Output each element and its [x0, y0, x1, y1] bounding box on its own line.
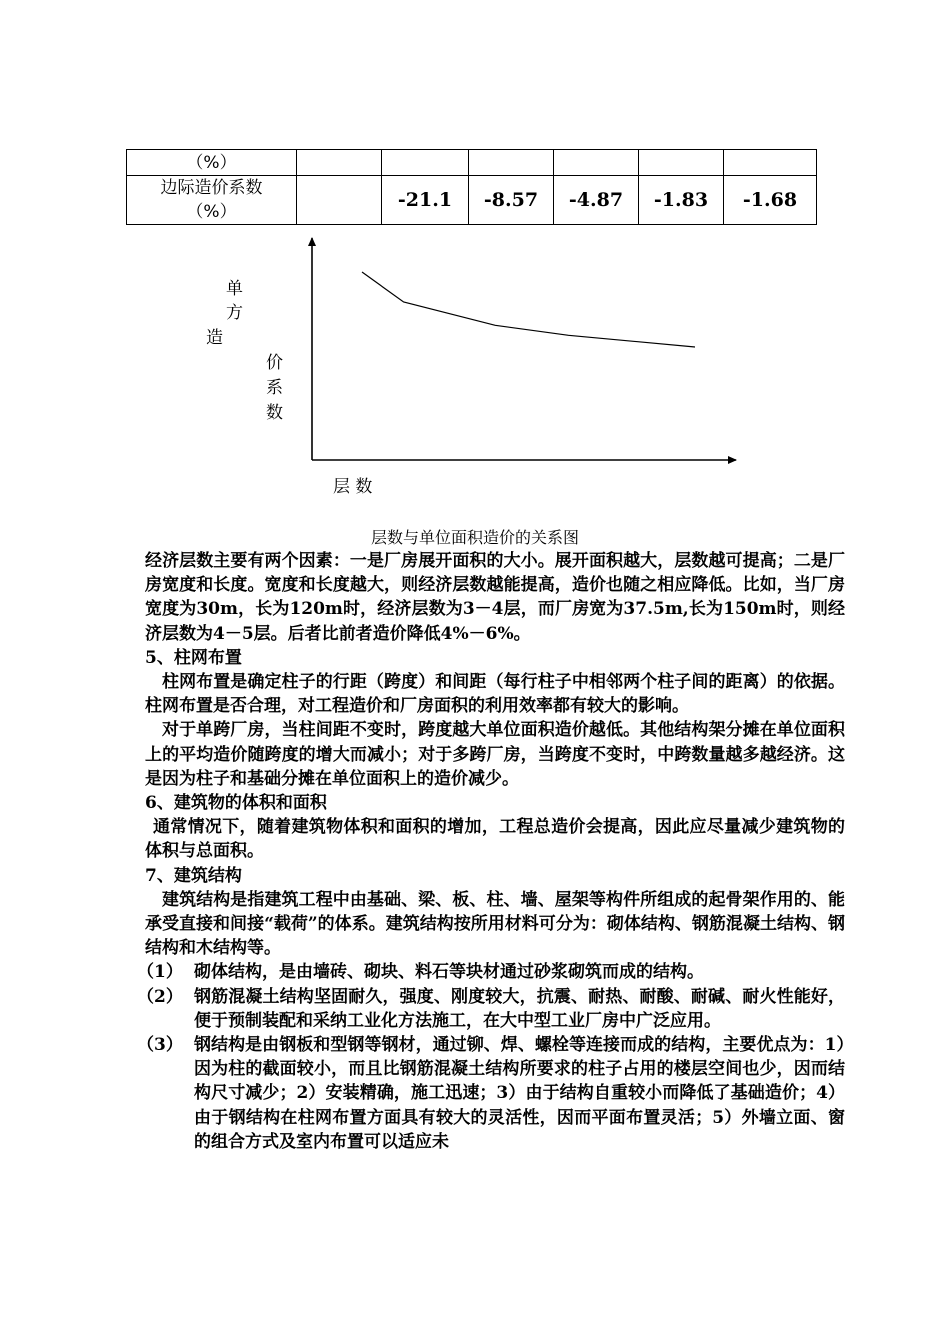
y-label-char: 系: [266, 378, 283, 398]
list-item: [137, 1033, 845, 1154]
section-heading: 7、建筑结构: [145, 865, 242, 886]
x-axis-label: 层 数: [333, 477, 373, 497]
row-label-line2: （%）: [186, 202, 237, 222]
y-label-char: 单: [226, 279, 243, 299]
row-label: （%）: [127, 150, 297, 176]
paragraph: 经济层数主要有两个因素：一是厂房展开面积的大小。展开面积越大，层数越可提高；二是厂房宽度和长度。宽度和长度越大，则经济层数越能提高，造价也随之相应降低。比如，当厂房宽度为30m，长为120m时，经济层数为3－4层，而厂房宽为37.5m,长为150m时，则经济层数为4－5层。后者比前者造价降低4%－6%。: [145, 551, 845, 644]
list-item-number: （1）: [137, 962, 183, 983]
y-label-char: 价: [266, 353, 283, 373]
list-item-content: 砌体结构，是由墙砖、砌块、料石等块材通过砂浆砌筑而成的结构。: [194, 962, 704, 983]
table-cell: -8.57: [469, 176, 554, 225]
paragraph: 对于单跨厂房，当柱间距不变时，跨度越大单位面积造价越低。其他结构架分摊在单位面积上的平均造价随跨度的增大而减小；对于多跨厂房，当跨度不变时，中跨数量越多越经济。这是因为柱子和基础分摊在单位面积上的造价减少。: [145, 720, 845, 789]
table-cell: -1.68: [724, 176, 817, 225]
section-heading: 5、柱网布置: [145, 647, 242, 668]
section-heading: 6、建筑物的体积和面积: [145, 793, 327, 814]
y-label-char: 造: [206, 328, 223, 348]
chart-caption: 层数与单位面积造价的关系图: [370, 528, 579, 547]
table-cell: -1.83: [639, 176, 724, 225]
body-text: [137, 549, 845, 1154]
list-item-number: （2）: [137, 986, 183, 1007]
floors-cost-chart: [0, 0, 950, 520]
paragraph: 柱网布置是确定柱子的行距（跨度）和间距（每行柱子中相邻两个柱子间的距离）的依据。柱网布置是否合理，对工程造价和厂房面积的利用效率都有较大的影响。: [145, 672, 845, 717]
list-item: [137, 960, 845, 984]
list-item-number: （3）: [137, 1035, 183, 1056]
paragraph: 建筑结构是指建筑工程中由基础、梁、板、柱、墙、屋架等构件所组成的起骨架作用的、能承受直接和间接“载荷”的体系。建筑结构按所用材料可分为：砌体结构、钢筋混凝土结构、钢结构和木结构等。: [145, 889, 845, 959]
y-label-char: 方: [226, 303, 243, 323]
paragraph: 通常情况下，随着建筑物体积和面积的增加，工程总造价会提高，因此应尽量减少建筑物的体积与总面积。: [145, 817, 845, 862]
table-cell: -4.87: [554, 176, 639, 225]
row-label-line1: 边际造价系数: [160, 178, 263, 198]
table-cell: -21.1: [382, 176, 469, 225]
list-item: [137, 985, 845, 1033]
y-label-char: 数: [266, 403, 283, 423]
list-item-content: 钢筋混凝土结构坚固耐久，强度、刚度较大，抗震、耐热、耐酸、耐碱、耐火性能好，便于预制装配和采纳工业化方法施工，在大中型工业厂房中广泛应用。: [194, 986, 845, 1031]
list-item-content: 钢结构是由钢板和型钢等钢材，通过铆、焊、螺栓等连接而成的结构，主要优点为：1）因为柱的截面较小，而且比钢筋混凝土结构所要求的柱子占用的楼层空间也少，因而结构尺寸减少；2）安装精确，施工迅速；3）由于结构自重较小而降低了基础造价；4）由于钢结构在柱网布置方面具有较大的灵活性，因而平面布置灵活；5）外墙立面、窗的组合方式及室内布置可以适应未: [194, 1035, 845, 1152]
series-line: [362, 272, 695, 347]
